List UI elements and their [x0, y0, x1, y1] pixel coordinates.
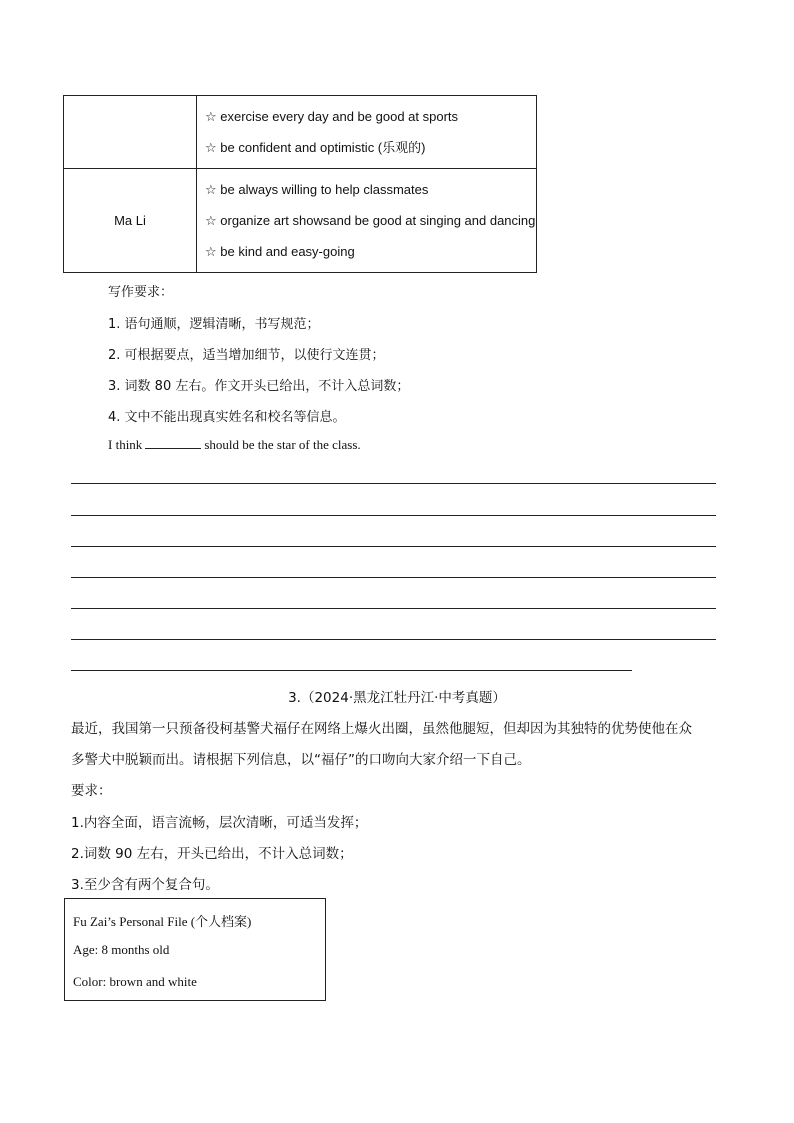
writing-req-item: 1. 语句通顺，逻辑清晰，书写规范；: [108, 317, 320, 332]
requirement-item: 3.至少含有两个复合句。: [71, 877, 219, 893]
requirement-item: 1.内容全面，语言流畅，层次清晰，可适当发挥；: [71, 815, 368, 831]
answer-line[interactable]: [71, 670, 632, 671]
answer-line[interactable]: [71, 483, 716, 484]
personal-file-age: Age: 8 months old: [73, 942, 170, 957]
writing-req-item: 3. 词数 80 左右。作文开头已给出，不计入总词数；: [108, 379, 410, 394]
trait-item: ☆ exercise every day and be good at sports: [205, 109, 459, 124]
question-title: 3.（2024·黑龙江牡丹江·中考真题）: [288, 690, 506, 706]
personal-file-title: Fu Zai’s Personal File (个人档案): [73, 914, 252, 929]
candidate-name-cell: [64, 96, 197, 169]
essay-opening-end: should be the star of the class.: [204, 437, 361, 452]
requirement-item: 2.词数 90 左右，开头已给出，不计入总词数；: [71, 846, 353, 862]
candidate-name-cell: Ma Li: [64, 169, 197, 273]
candidate-traits-cell: [197, 96, 537, 169]
answer-line[interactable]: [71, 577, 716, 578]
trait-item: ☆ be confident and optimistic (乐观的): [205, 140, 426, 155]
essay-opening-start: I think: [108, 437, 143, 452]
writing-req-item: 4. 文中不能出现真实姓名和校名等信息。: [108, 410, 346, 425]
fill-blank[interactable]: [145, 437, 201, 449]
trait-item: ☆ organize art showsand be good at singing and dancing: [205, 213, 536, 228]
personal-file-color: Color: brown and white: [73, 974, 197, 989]
requirements-heading: 要求：: [71, 783, 112, 799]
personal-file-box: [64, 898, 326, 1001]
question-intro: 多警犬中脱颖而出。请根据下列信息，以“福仔”的口吻向大家介绍一下自己。: [71, 752, 531, 768]
answer-line[interactable]: [71, 639, 716, 640]
table-row: [64, 169, 537, 273]
writing-req-item: 2. 可根据要点，适当增加细节，以使行文连贯；: [108, 348, 385, 363]
candidate-traits-cell: [197, 169, 537, 273]
table-row: [64, 96, 537, 169]
answer-line[interactable]: [71, 546, 716, 547]
answer-line[interactable]: [71, 608, 716, 609]
trait-item: ☆ be kind and easy-going: [205, 244, 355, 259]
answer-line[interactable]: [71, 515, 716, 516]
candidate-table: [63, 95, 537, 273]
writing-req-heading: 写作要求：: [108, 285, 174, 300]
question-intro: 最近，我国第一只预备役柯基警犬福仔在网络上爆火出圈，虽然他腿短，但却因为其独特的优势使他在众: [71, 721, 692, 737]
essay-opening: [108, 437, 361, 453]
trait-item: ☆ be always willing to help classmates: [205, 182, 429, 197]
